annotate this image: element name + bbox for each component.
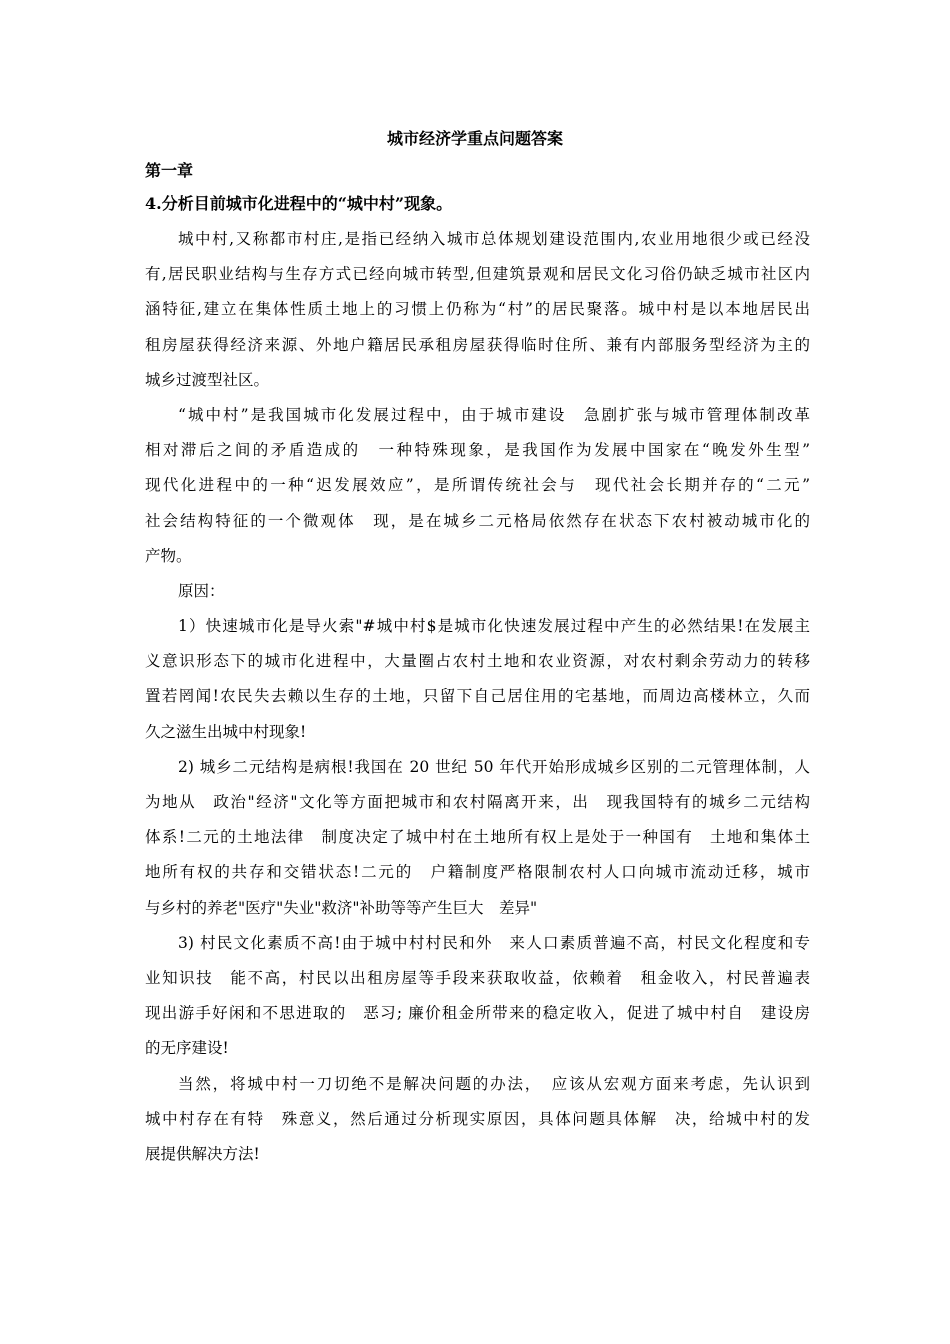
text-line: 与乡村的养老"医疗"失业"救济"补助等等产生巨大 差异": [145, 898, 538, 917]
text-line: 产物。: [145, 546, 192, 565]
text-line: 有,居民职业结构与生存方式已经向城市转型,但建筑景观和居民文化习俗仍缺乏城市社区内: [145, 265, 810, 284]
text-line: 社会结构特征的一个微观体 现，是在城乡二元格局依然存在状态下农村被动城市化的: [145, 511, 810, 530]
text-line: 现出游手好闲和不思进取的 恶习; 廉价租金所带来的稳定收入，促进了城中村自 建设房: [145, 1004, 810, 1023]
chapter-heading: 第一章: [145, 161, 194, 180]
text-line: 体系!二元的土地法律 制度决定了城中村在土地所有权上是处于一种国有 土地和集体土: [145, 828, 810, 847]
text-line: 义意识形态下的城市化进程中，大量圈占农村土地和农业资源，对农村剩余劳动力的转移: [145, 652, 810, 671]
text-line: 地所有权的共存和交错状态!二元的 户籍制度严格限制农村人口向城市流动迁移，城市: [145, 863, 810, 882]
text-line: 的无序建设!: [145, 1039, 229, 1058]
text-line: 3) 村民文化素质不高!由于城中村村民和外 来人口素质普遍不高，村民文化程度和专: [178, 933, 810, 952]
text-line: 业知识技 能不高，村民以出租房屋等手段来获取收益，依赖着 租金收入，村民普遍表: [145, 968, 810, 987]
text-line: 城中村,又称都市村庄,是指已经纳入城市总体规划建设范围内,农业用地很少或已经没: [178, 230, 810, 248]
text-line: 涵特征,建立在集体性质土地上的习惯上仍称为“村”的居民聚落。城中村是以本地居民出: [145, 300, 810, 319]
text-line: 展提供解决方法!: [145, 1144, 260, 1163]
body-text: [145, 222, 810, 1172]
text-line: 城中村存在有特 殊意义，然后通过分析现实原因，具体问题具体解 决，给城中村的发: [145, 1109, 810, 1128]
text-line: 城乡过渡型社区。: [145, 370, 270, 389]
question-heading: 4.分析目前城市化进程中的“城中村”现象。: [145, 194, 453, 213]
document-title: 城市经济学重点问题答案: [386, 129, 563, 148]
text-line: 现代化进程中的一种“迟发展效应”，是所谓传统社会与 现代社会长期并存的“二元”: [145, 476, 810, 495]
text-line: 2) 城乡二元结构是病根!我国在 20 世纪 50 年代开始形成城乡区别的二元管理体制，人: [178, 757, 810, 776]
text-line: 置若罔闻!农民失去赖以生存的土地，只留下自己居住用的宅基地，而周边高楼林立，久而: [145, 687, 810, 706]
text-line: 久之滋生出城中村现象!: [145, 722, 307, 741]
text-line: 相对滞后之间的矛盾造成的 一种特殊现象，是我国作为发展中国家在“晚发外生型”: [145, 441, 810, 460]
text-line: 租房屋获得经济来源、外地户籍居民承租房屋获得临时住所、兼有内部服务型经济为主的: [145, 335, 810, 354]
text-line: “城中村”是我国城市化发展过程中，由于城市建设 急剧扩张与城市管理体制改革: [178, 405, 810, 424]
text-line: 1）快速城市化是导火索"#城中村$是城市化快速发展过程中产生的必然结果!在发展主: [178, 617, 810, 636]
text-line: 原因：: [178, 581, 225, 600]
text-line: 当然，将城中村一刀切绝不是解决问题的办法， 应该从宏观方面来考虑，先认识到: [178, 1074, 810, 1093]
text-line: 为地从 政治"经济"文化等方面把城市和农村隔离开来，出 现我国特有的城乡二元结构: [145, 793, 810, 811]
